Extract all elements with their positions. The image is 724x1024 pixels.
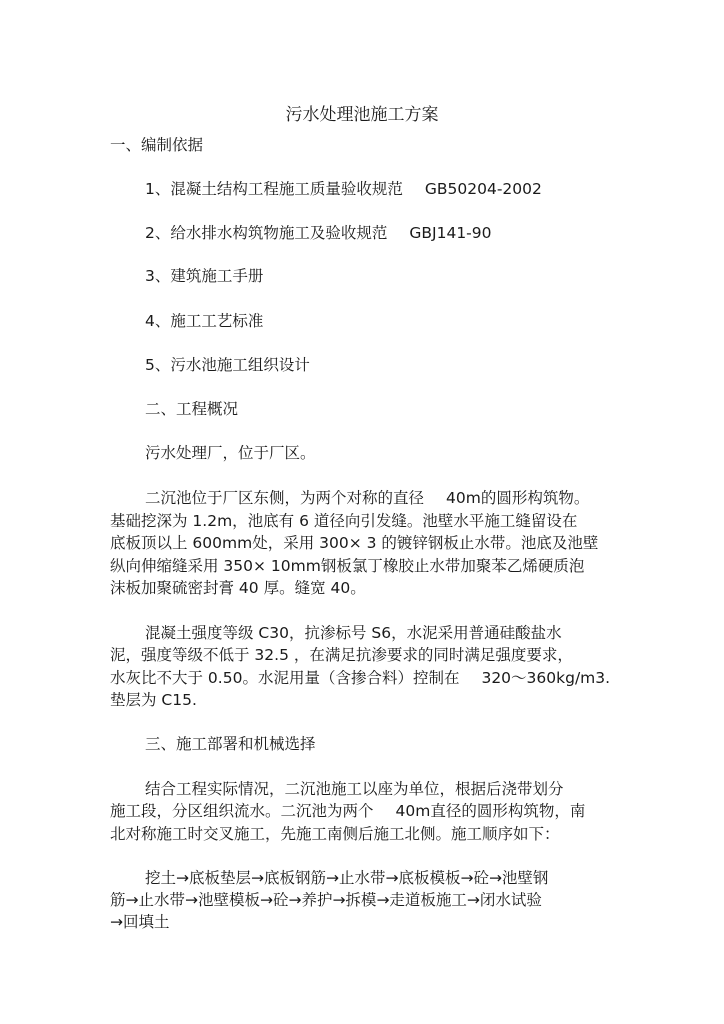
paragraph-2-line-3-a: 水灰比不大于 0.50。水泥用量（含掺合料）控制在	[110, 669, 460, 687]
reference-item-4: 4、施工工艺标准	[145, 312, 264, 330]
paragraph-3-line-2	[110, 800, 585, 822]
paragraph-3-line-3: 北对称施工时交叉施工，先施工南侧后施工北侧。施工顺序如下：	[110, 825, 560, 843]
reference-item-2-name: 2、给水排水构筑物施工及验收规范	[145, 224, 388, 242]
reference-item-1-name: 1、混凝土结构工程施工质量验收规范	[145, 180, 403, 198]
reference-item-2	[145, 222, 492, 244]
paragraph-1-line-1-b: 40m的圆形构筑物。	[446, 489, 590, 507]
paragraph-1-line-2: 基础挖深为 1.2m，池底有 6 道径向引发缝。池壁水平施工缝留设在	[110, 512, 578, 530]
section-heading-deployment: 三、施工部署和机械选择	[145, 735, 316, 753]
overview-line: 污水处理厂，位于厂区。	[145, 444, 316, 462]
reference-item-2-code: GBJ141-90	[409, 224, 492, 242]
paragraph-2-line-2: 泥，强度等级不低于 32.5 ，在满足抗渗要求的同时满足强度要求，	[110, 646, 573, 664]
sequence-line-3: →回填土	[110, 913, 170, 931]
paragraph-3-line-2-b: 40m直径的圆形构筑物，南	[395, 802, 586, 820]
section-heading-basis: 一、编制依据	[110, 136, 204, 154]
reference-item-1	[145, 178, 542, 200]
section-heading-overview: 二、工程概况	[145, 400, 239, 418]
sequence-line-2: 筋→止水带→池壁模板→砼→养护→拆模→走道板施工→闭水试验	[110, 891, 542, 909]
paragraph-2-line-3-b: 320～360kg/m3.	[481, 669, 611, 687]
paragraph-3-line-1: 结合工程实际情况，二沉池施工以座为单位，根据后浇带划分	[145, 780, 564, 798]
paragraph-1-line-1-a: 二沉池位于厂区东侧，为两个对称的直径	[145, 489, 425, 507]
paragraph-1-line-5: 沫板加聚硫密封膏 40 厚。缝宽 40。	[110, 579, 366, 597]
reference-item-1-code: GB50204-2002	[424, 180, 542, 198]
sequence-line-1: 挖土→底板垫层→底板钢筋→止水带→底板模板→砼→池壁钢	[145, 869, 549, 887]
document-title: 污水处理池施工方案	[285, 105, 439, 125]
reference-item-5: 5、污水池施工组织设计	[145, 356, 310, 374]
paragraph-3-line-2-a: 施工段，分区组织流水。二沉池为两个	[110, 802, 374, 820]
paragraph-2-line-1: 混凝土强度等级 C30，抗渗标号 S6，水泥采用普通硅酸盐水	[145, 624, 562, 642]
paragraph-2-line-3	[110, 667, 610, 689]
paragraph-1-line-1	[145, 487, 589, 509]
reference-item-3: 3、建筑施工手册	[145, 267, 264, 285]
paragraph-2-line-4: 垫层为 C15.	[110, 691, 197, 709]
paragraph-1-line-4: 纵向伸缩缝采用 350× 10mm钢板氯丁橡胶止水带加聚苯乙烯硬质泡	[110, 557, 585, 575]
paragraph-1-line-3: 底板顶以上 600mm处，采用 300× 3 的镀锌钢板止水带。池底及池壁	[110, 534, 599, 552]
